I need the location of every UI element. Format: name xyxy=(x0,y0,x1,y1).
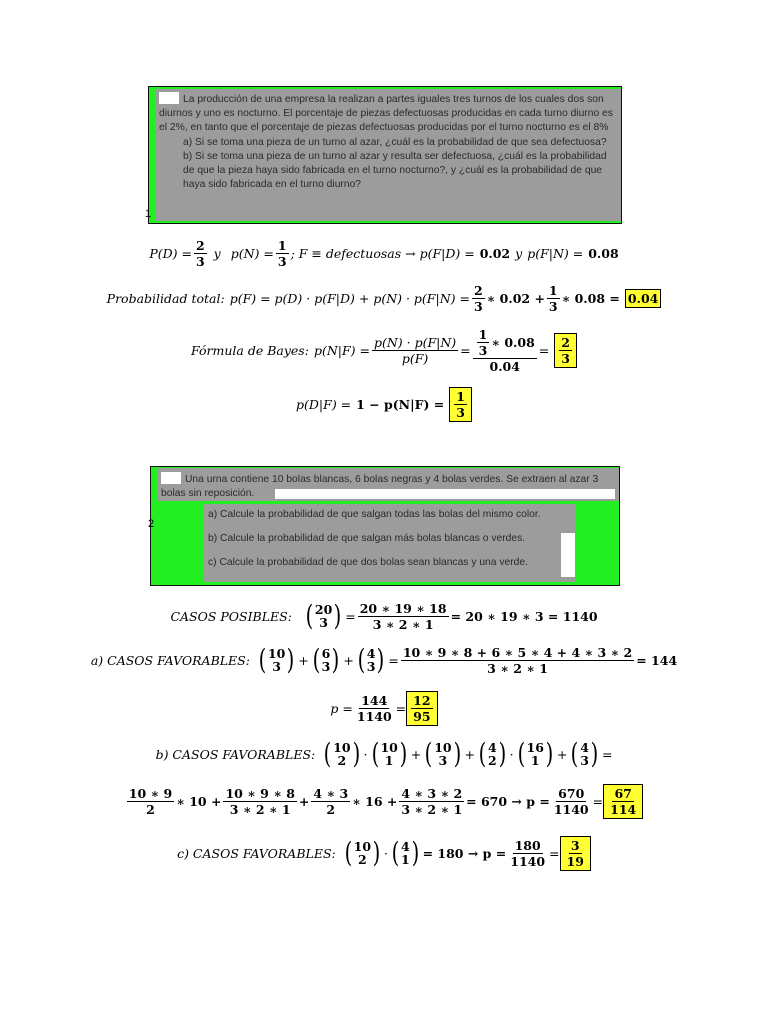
problem-1-part-a: a) Si se toma una pieza de un turno al azar, ¿cuál es la probabilidad de que sea defectuosa? xyxy=(183,136,607,148)
sol1-line3-bayes: Fórmula de Bayes: p(N|F) = $\frac{p(N) \cdot p(F|N)}{p(F)}$ = $\frac{1}{3}$ ∗ 0.08 0.04 = $\frac{2}{3}$ xyxy=(0,324,768,376)
sol2-b-favorables: b) CASOS FAVORABLES: ( 10 2 ) · ( 10 1 ) + ( 10 3 ) + ( 4 2 ) · ( 16 1 ) + ( 4 3 ) = xyxy=(155,737,613,770)
sol2-b-expanded: $\frac{10 ∗ 9}{2}$ ∗ 10 + $\frac{10 ∗ 9 ∗ 8}{3 ∗ 2 ∗ 1}$ + $\frac{4 ∗ 3}{2}$ ∗ 16 + $\frac{4 ∗ 3 ∗ 2}{3 ∗ 2 ∗ 1}$ = 670 → p = $\frac{670}{1140}$ = $\frac{67}{114}$ xyxy=(0,782,768,820)
sol2-c-favorables: c) CASOS FAVORABLES: ( 10 2 ) · ( 4 1 ) = 180 → p = $\frac{180}{1140}$ = $\frac{3}{19}$ xyxy=(0,834,768,872)
sol1-line2-total-probability: Probabilidad total: p(F) = p(D) · p(F|D) + p(N) · p(F|N) = $\frac{2}{3}$ ∗ 0.02 + $\frac{1}{3}$ ∗ 0.08 = 0.04 xyxy=(0,280,768,316)
problem-2-box xyxy=(150,466,620,586)
problem-2-number: 2 xyxy=(148,518,155,530)
sol1-line4: p(D|F) = 1 − p(N|F) = $\frac{1}{3}$ xyxy=(0,384,768,424)
problem-2-intro: Una urna contiene 10 bolas blancas, 6 bolas negras y 4 bolas verdes. Se extraen al azar 3 bolas sin reposición. xyxy=(161,474,599,500)
sol2-posibles: CASOS POSIBLES: ( 20 3 ) = $\frac{20 ∗ 19 ∗ 18}{3 ∗ 2 ∗ 1}$ = 20 ∗ 19 ∗ 3 = 1140 xyxy=(170,599,598,632)
sol1-line1: P(D) = $\frac{2}{3}$ y p(N) = $\frac{1}{3}$ ; F ≡ defectuosas → p(F|D) = 0.02 y p(F|N) = 0.08 xyxy=(149,237,619,269)
problem-1-intro: La producción de una empresa la realizan a partes iguales tres turnos de los cuales dos son diurnos y uno es nocturno. El porcentaje de piezas defectuosas producidas en cada turno diurno es el 2%, en tanto que el porcentaje de piezas defectuosas producidas por el turno nocturno es el 8% xyxy=(159,94,613,134)
result-highlight-b: $\frac{67}{114}$ xyxy=(603,784,643,819)
sol2-a-favorables: a) CASOS FAVORABLES: ( 10 3 ) + ( 6 3 ) + ( 4 3 ) = $\frac{10 ∗ 9 ∗ 8 + 6 ∗ 5 ∗ 4 + 4 ∗ 3 ∗ 2}{3 ∗ 2 ∗ 1}$ = 144 xyxy=(90,643,678,676)
problem-1-number: 1 xyxy=(145,208,152,220)
problem-1-part-b: b) Si se toma una pieza de un turno al azar y resulta ser defectuosa, ¿cuál es la probabilidad de que la pieza haya sido fabricada en el turno nocturno?, y ¿cuál es la probabilidad de que haya sido fabricada en el turno diurno? xyxy=(183,150,607,191)
result-highlight-bayes: $\frac{2}{3}$ xyxy=(554,333,577,368)
result-highlight-c: $\frac{3}{19}$ xyxy=(560,836,591,871)
problem-2-part-b: b) Calcule la probabilidad de que salgan más bolas blancas o verdes. xyxy=(208,533,526,545)
sol2-a-probability: p = $\frac{144}{1140}$ = $\frac{12}{95}$ xyxy=(0,688,768,728)
problem-1-photo xyxy=(155,89,621,221)
result-highlight-diurno: $\frac{1}{3}$ xyxy=(449,387,472,422)
problem-2-part-c: c) Calcule la probabilidad de que dos bolas sean blancas y una verde. xyxy=(208,557,528,569)
result-highlight-total: 0.04 xyxy=(625,289,661,308)
problem-2-photo-parts xyxy=(203,504,575,582)
problem-1-box xyxy=(148,86,622,224)
problem-2-part-a: a) Calcule la probabilidad de que salgan todas las bolas del mismo color. xyxy=(208,509,541,520)
result-highlight-a: $\frac{12}{95}$ xyxy=(406,691,437,726)
